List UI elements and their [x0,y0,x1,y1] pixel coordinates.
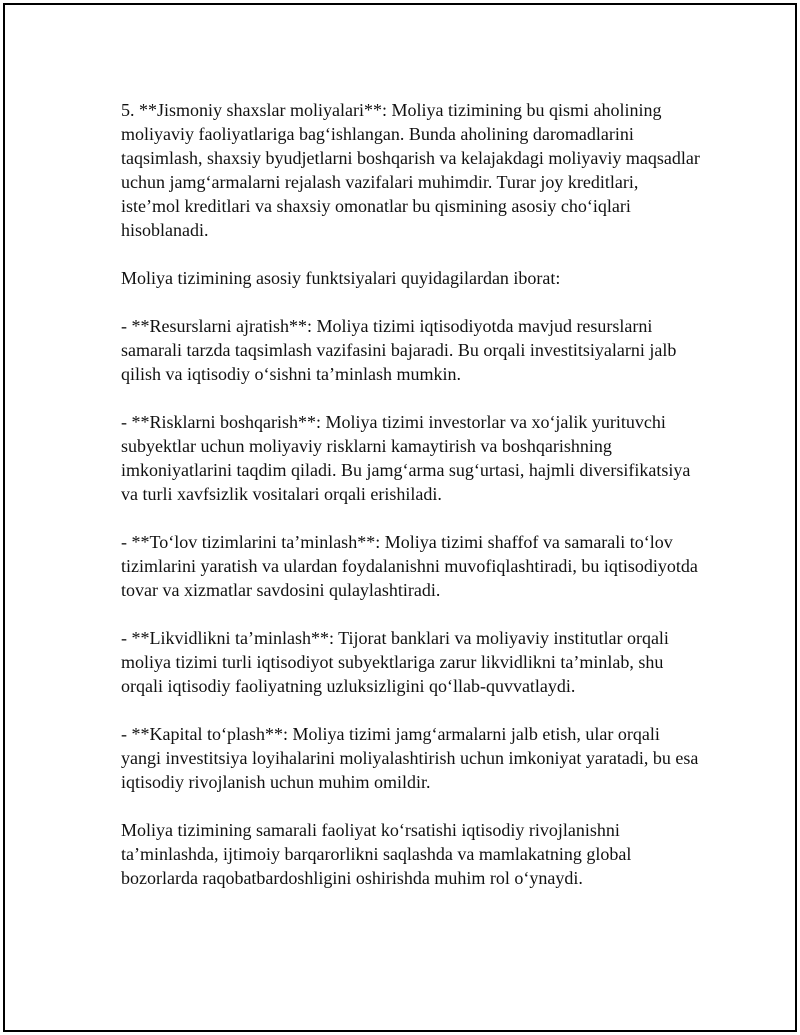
paragraph-functions-intro: Moliya tizimining asosiy funktsiyalari quyidagilardan iborat: [121,268,561,288]
paragraph-risk-management: - **Risklarni boshqarish**: Moliya tizimi investorlar va xo‘jalik yurituvchi subyektlar uchun moliyaviy risklarni kamaytirish va boshqarishning imkoniyatlarini taqdim qiladi. Bu jamg‘arma sug‘urtasi, hajmli diversifikatsiya va turli xavfsizlik vositalari orqali erishiladi. [121,412,691,504]
paragraph-resource-allocation: - **Resurslarni ajratish**: Moliya tizimi iqtisodiyotda mavjud resurslarni samarali tarzda taqsimlash vazifasini bajaradi. Bu orqali investitsiyalarni jalb qilish va iqtisodiy o‘sishni ta’minlash mumkin. [121,316,677,384]
paragraph-conclusion: Moliya tizimining samarali faoliyat ko‘rsatishi iqtisodiy rivojlanishni ta’minlashda, ijtimoiy barqarorlikni saqlashda va mamlakatning global bozorlarda raqobatbardoshligini oshirishda muhim rol o‘ynaydi. [121,820,632,888]
paragraph-liquidity: - **Likvidlikni ta’minlash**: Tijorat banklari va moliyaviy institutlar orqali moliya tizimi turli iqtisodiyot subyektlariga zarur likvidlikni ta’minlab, shu orqali iqtisodiy faoliyatning uzluksizligini qo‘llab-quvvatlaydi. [121,628,669,696]
page-frame [3,3,797,1032]
paragraph-payment-systems: - **To‘lov tizimlarini ta’minlash**: Moliya tizimi shaffof va samarali to‘lov tizimlarini yaratish va ulardan foydalanishni muvofiqlashtiradi, bu iqtisodiyotda tovar va xizmatlar savdosini qulaylashtiradi. [121,532,698,600]
paragraph-individual-finance: 5. **Jismoniy shaxslar moliyalari**: Moliya tizimining bu qismi aholining moliyaviy faoliyatlariga bag‘ishlangan. Bunda aholining daromadlarini taqsimlash, shaxsiy byudjetlarni boshqarish va kelajakdagi moliyaviy maqsadlar uchun jamg‘armalarni rejalash vazifalari muhimdir. Turar joy kreditlari, iste’mol kreditlari va shaxsiy omonatlar bu qismining asosiy cho‘iqlari hisoblanadi. [121,100,700,240]
paragraph-capital-accumulation: - **Kapital to‘plash**: Moliya tizimi jamg‘armalarni jalb etish, ular orqali yangi investitsiya loyihalarini moliyalashtirish uchun imkoniyat yaratadi, bu esa iqtisodiy rivojlanish uchun muhim omildir. [121,724,699,792]
document-body [121,98,701,914]
